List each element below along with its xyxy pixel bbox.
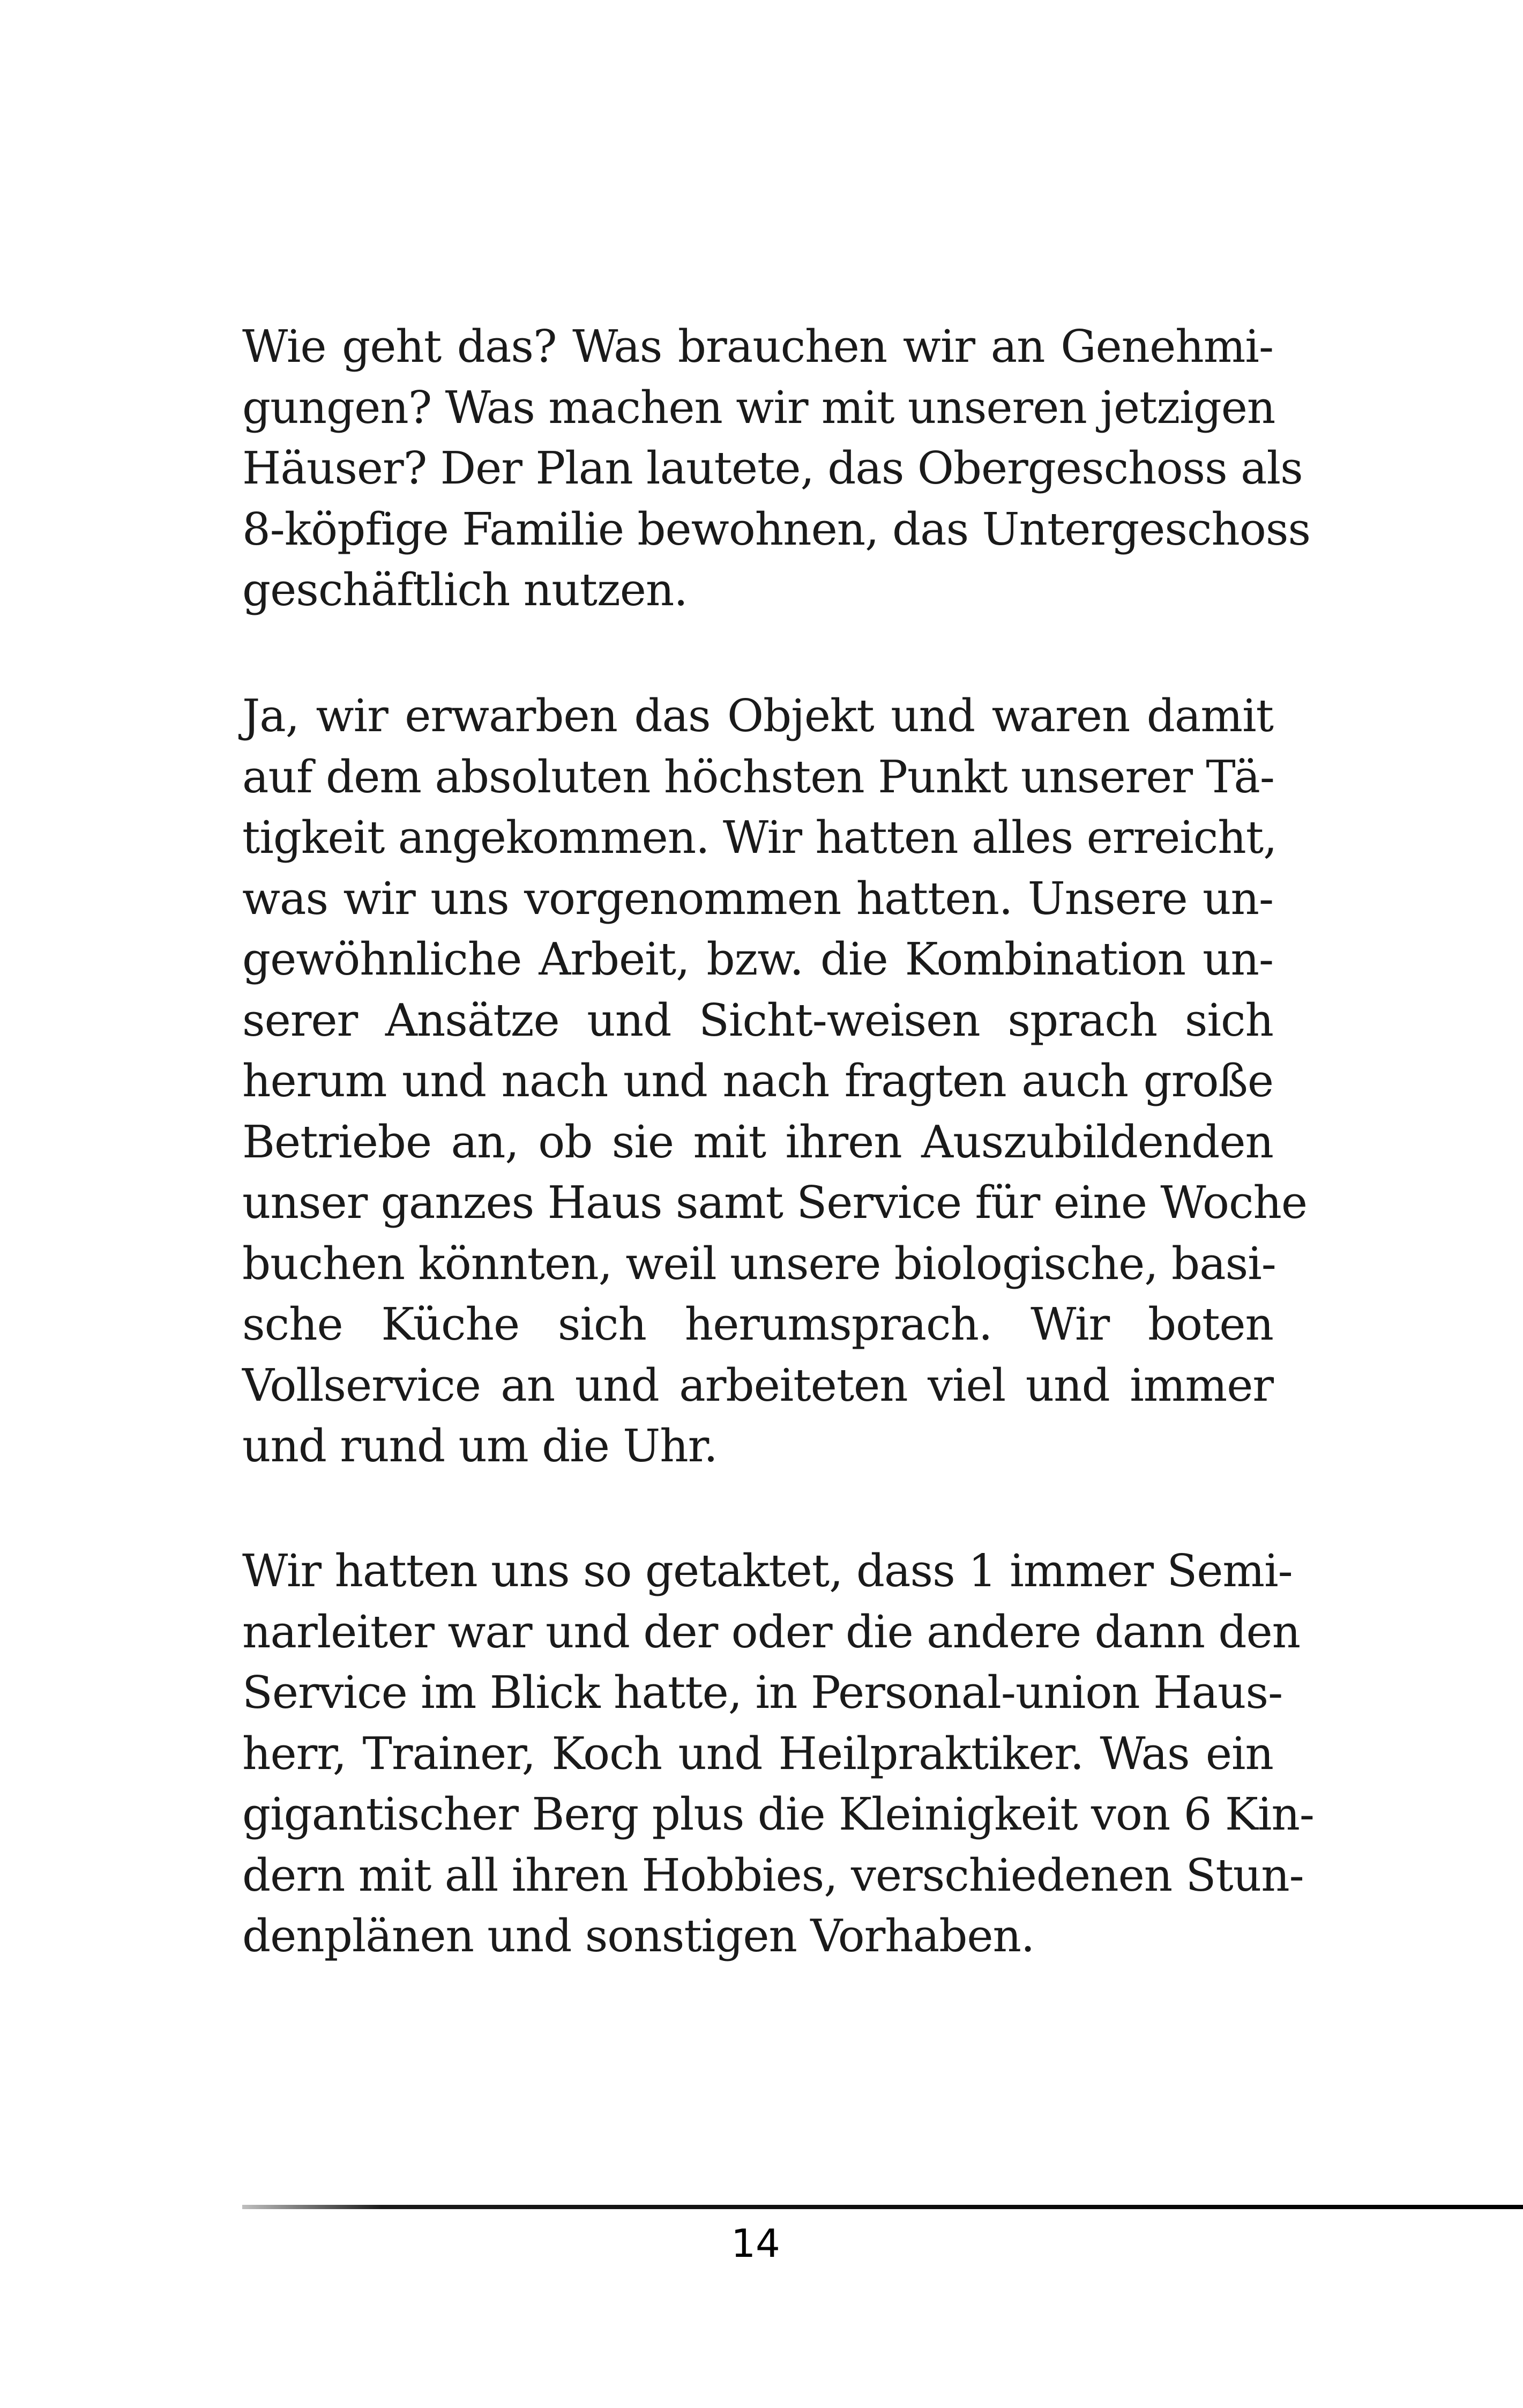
text-line: unser ganzes Haus samt Service für eine Woche [242,1177,1308,1229]
text-line: dern mit all ihren Hobbies, verschiedenen Stun- [242,1849,1304,1901]
text-line: denplänen und sonstigen Vorhaben. [242,1910,1035,1962]
text-line: serer Ansätze und Sicht-weisen sprach sich [242,994,1273,1046]
paragraph-3 [242,1541,1314,1967]
text-line: Häuser? Der Plan lautete, das Obergeschoss als [242,442,1303,494]
text-line: Vollservice an und arbeiteten viel und immer [242,1359,1273,1411]
text-line: Service im Blick hatte, in Personal-union Haus- [242,1667,1283,1719]
text-line: Ja, wir erwarben das Objekt und waren damit [242,690,1273,742]
text-line: tigkeit angekommen. Wir hatten alles erreicht, [242,812,1277,864]
paragraph-2 [242,686,1308,1477]
text-line: gewöhnliche Arbeit, bzw. die Kombination un- [242,933,1273,985]
text-line: sche Küche sich herumsprach. Wir boten [242,1298,1273,1350]
text-line: gigantischer Berg plus die Kleinigkeit von 6 Kin- [242,1788,1314,1840]
page-number: 14 [731,2221,780,2266]
text-line: 8-köpfige Familie bewohnen, das Untergeschoss [242,503,1311,555]
text-line: geschäftlich nutzen. [242,564,688,616]
text-line: herr, Trainer, Koch und Heilpraktiker. Was ein [242,1727,1273,1780]
text-line: herum und nach und nach fragten auch große [242,1055,1273,1107]
text-line: gungen? Was machen wir mit unseren jetzigen [242,381,1275,434]
footer-divider [242,2205,1523,2209]
paragraph-1 [242,316,1311,621]
text-line: Betriebe an, ob sie mit ihren Auszubildenden [242,1116,1273,1168]
text-line: Wie geht das? Was brauchen wir an Genehmi- [242,321,1273,373]
text-line: buchen könnten, weil unsere biologische, basi- [242,1237,1276,1290]
text-line: narleiter war und der oder die andere dann den [242,1606,1301,1658]
text-line: was wir uns vorgenommen hatten. Unsere un- [242,872,1273,925]
text-line: und rund um die Uhr. [242,1420,718,1472]
text-line: auf dem absoluten höchsten Punkt unserer Tä- [242,750,1274,803]
text-line: Wir hatten uns so getaktet, dass 1 immer Semi- [242,1545,1293,1597]
